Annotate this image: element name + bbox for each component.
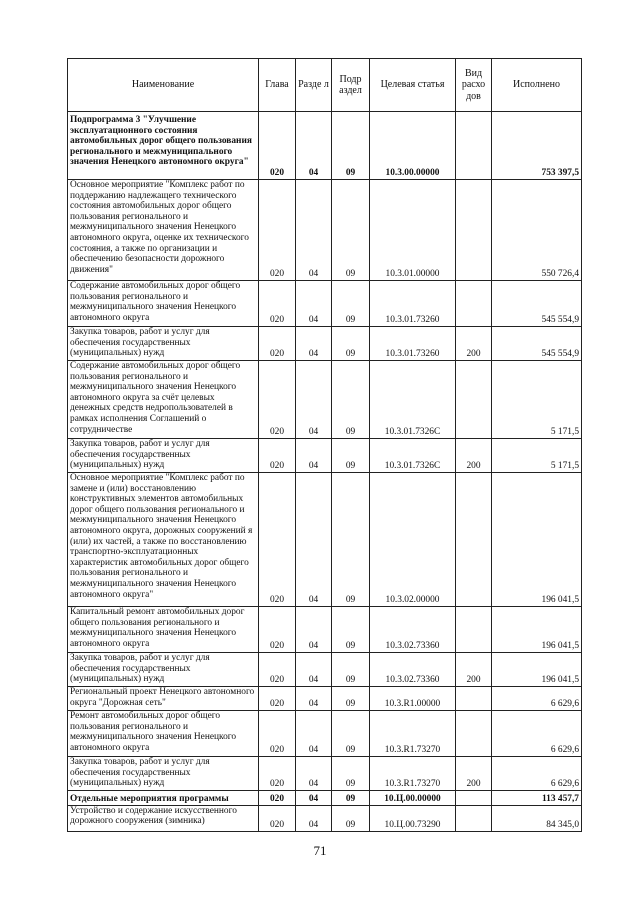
table-cell-razdel: 04 — [296, 439, 332, 473]
table-cell-vid — [456, 711, 492, 757]
table-cell-podrazdel: 09 — [332, 180, 370, 281]
table-cell-celevaya: 10.3.02.73360 — [370, 607, 456, 653]
table-cell-glava: 020 — [259, 805, 296, 831]
table-cell-name: Закупка товаров, работ и услуг для обеспечения государственных (муниципальных) нужд — [68, 757, 259, 791]
table-cell-vid: 200 — [456, 439, 492, 473]
table-cell-amount: 545 554,9 — [492, 281, 582, 327]
table-cell-podrazdel: 09 — [332, 805, 370, 831]
table-cell-celevaya: 10.3.02.73360 — [370, 653, 456, 687]
table-cell-vid — [456, 687, 492, 711]
table-cell-glava: 020 — [259, 757, 296, 791]
table-cell-celevaya: 10.3.01.7326С — [370, 439, 456, 473]
table-cell-vid — [456, 180, 492, 281]
table-cell-amount: 753 397,5 — [492, 112, 582, 180]
table-cell-name: Капитальный ремонт автомобильных дорог общего пользования регионального и межмуниципального значения Ненецкого автономного округа — [68, 607, 259, 653]
table-cell-amount: 5 171,5 — [492, 361, 582, 439]
table-cell-name: Содержание автомобильных дорог общего пользования регионального и межмуниципального значения Ненецкого автономного округа за счёт целевых денежных средств недропользователей в рамках исполнения Соглашений о сотрудничестве — [68, 361, 259, 439]
table-row — [68, 687, 582, 711]
table-cell-celevaya: 10.3.01.7326С — [370, 361, 456, 439]
table-cell-podrazdel: 09 — [332, 607, 370, 653]
table-cell-vid: 200 — [456, 653, 492, 687]
table-cell-podrazdel: 09 — [332, 653, 370, 687]
table-cell-glava: 020 — [259, 439, 296, 473]
table-cell-amount: 196 041,5 — [492, 607, 582, 653]
table-row — [68, 757, 582, 791]
table-header-row — [68, 59, 582, 112]
table-cell-vid — [456, 281, 492, 327]
table-cell-amount: 6 629,6 — [492, 757, 582, 791]
table-cell-razdel: 04 — [296, 757, 332, 791]
table-row — [68, 327, 582, 361]
table-cell-vid — [456, 805, 492, 831]
table-row — [68, 439, 582, 473]
table-cell-podrazdel: 09 — [332, 473, 370, 607]
table-cell-name: Устройство и содержание искусственного дорожного сооружения (зимника) — [68, 805, 259, 831]
table-cell-glava: 020 — [259, 473, 296, 607]
table-cell-celevaya: 10.3.01.73260 — [370, 327, 456, 361]
table-cell-razdel: 04 — [296, 711, 332, 757]
table-row — [68, 791, 582, 806]
table-cell-amount: 545 554,9 — [492, 327, 582, 361]
table-cell-glava: 020 — [259, 607, 296, 653]
table-cell-podrazdel: 09 — [332, 791, 370, 806]
table-cell-podrazdel: 09 — [332, 439, 370, 473]
table-cell-celevaya: 10.3.R1.00000 — [370, 687, 456, 711]
table-cell-amount: 196 041,5 — [492, 473, 582, 607]
header-celevaya: Целевая статья — [370, 59, 456, 112]
table-cell-podrazdel: 09 — [332, 361, 370, 439]
table-cell-razdel: 04 — [296, 112, 332, 180]
table-row — [68, 711, 582, 757]
table-row — [68, 653, 582, 687]
table-cell-glava: 020 — [259, 791, 296, 806]
table-row — [68, 112, 582, 180]
table-cell-name: Подпрограмма 3 "Улучшение эксплуатационного состояния автомобильных дорог общего пользования регионального и межмуниципального значения Ненецкого автономного округа" — [68, 112, 259, 180]
table-cell-razdel: 04 — [296, 180, 332, 281]
table-cell-razdel: 04 — [296, 687, 332, 711]
table-cell-razdel: 04 — [296, 653, 332, 687]
table-cell-celevaya: 10.Ц.00.73290 — [370, 805, 456, 831]
table-cell-celevaya: 10.3.01.00000 — [370, 180, 456, 281]
table-cell-glava: 020 — [259, 112, 296, 180]
table-cell-celevaya: 10.3.01.73260 — [370, 281, 456, 327]
header-name: Наименование — [68, 59, 259, 112]
table-cell-razdel: 04 — [296, 281, 332, 327]
budget-table — [67, 58, 582, 832]
table-cell-podrazdel: 09 — [332, 112, 370, 180]
table-cell-name: Региональный проект Ненецкого автономного округа "Дорожная сеть" — [68, 687, 259, 711]
table-row — [68, 281, 582, 327]
table-cell-name: Отдельные мероприятия программы — [68, 791, 259, 806]
table-cell-amount: 196 041,5 — [492, 653, 582, 687]
table-cell-glava: 020 — [259, 653, 296, 687]
table-cell-glava: 020 — [259, 687, 296, 711]
table-row — [68, 805, 582, 831]
table-cell-vid: 200 — [456, 327, 492, 361]
table-cell-vid — [456, 791, 492, 806]
table-cell-vid: 200 — [456, 757, 492, 791]
table-cell-razdel: 04 — [296, 791, 332, 806]
table-cell-glava: 020 — [259, 327, 296, 361]
table-cell-celevaya: 10.Ц.00.00000 — [370, 791, 456, 806]
table-cell-celevaya: 10.3.R1.73270 — [370, 757, 456, 791]
header-ispolneno: Исполнено — [492, 59, 582, 112]
table-cell-amount: 5 171,5 — [492, 439, 582, 473]
table-cell-vid — [456, 361, 492, 439]
header-vid: Вид расхо дов — [456, 59, 492, 112]
table-cell-podrazdel: 09 — [332, 687, 370, 711]
table-cell-glava: 020 — [259, 281, 296, 327]
table-cell-name: Основное мероприятие "Комплекс работ по поддержанию надлежащего технического состояния автомобильных дорог общего пользования регионального и межмуниципального значения Ненецкого автономного округа, оценке их технического состояния, а также по организации и обеспечению безопасности дорожного движения" — [68, 180, 259, 281]
table-cell-razdel: 04 — [296, 361, 332, 439]
table-cell-celevaya: 10.3.00.00000 — [370, 112, 456, 180]
table-cell-podrazdel: 09 — [332, 711, 370, 757]
table-cell-vid — [456, 112, 492, 180]
header-podrazdel: Подр аздел — [332, 59, 370, 112]
table-cell-podrazdel: 09 — [332, 281, 370, 327]
table-cell-vid — [456, 607, 492, 653]
table-cell-glava: 020 — [259, 361, 296, 439]
table-cell-name: Ремонт автомобильных дорог общего пользования регионального и межмуниципального значения Ненецкого автономного округа — [68, 711, 259, 757]
table-cell-podrazdel: 09 — [332, 757, 370, 791]
table-cell-razdel: 04 — [296, 607, 332, 653]
table-cell-glava: 020 — [259, 711, 296, 757]
table-cell-razdel: 04 — [296, 805, 332, 831]
table-cell-amount: 6 629,6 — [492, 711, 582, 757]
table-cell-celevaya: 10.3.02.00000 — [370, 473, 456, 607]
table-cell-glava: 020 — [259, 180, 296, 281]
table-cell-razdel: 04 — [296, 327, 332, 361]
header-glava: Глава — [259, 59, 296, 112]
header-razdel: Разде л — [296, 59, 332, 112]
table-cell-amount: 6 629,6 — [492, 687, 582, 711]
table-row — [68, 473, 582, 607]
table-cell-amount: 550 726,4 — [492, 180, 582, 281]
table-cell-name: Закупка товаров, работ и услуг для обеспечения государственных (муниципальных) нужд — [68, 439, 259, 473]
table-cell-amount: 84 345,0 — [492, 805, 582, 831]
table-cell-name: Основное мероприятие "Комплекс работ по замене и (или) восстановлению конструктивных элементов автомобильных дорог общего пользования регионального и межмуниципального значения Ненецкого автономного округа, дорожных сооружений я (или) их частей, а также по восстановлению транспортно-эксплуатационных характеристик автомобильных дорог общего пользования регионального и межмуниципального значения Ненецкого автономного округа" — [68, 473, 259, 607]
table-row — [68, 607, 582, 653]
table-row — [68, 361, 582, 439]
table-cell-name: Закупка товаров, работ и услуг для обеспечения государственных (муниципальных) нужд — [68, 327, 259, 361]
table-cell-razdel: 04 — [296, 473, 332, 607]
table-cell-name: Закупка товаров, работ и услуг для обеспечения государственных (муниципальных) нужд — [68, 653, 259, 687]
table-cell-podrazdel: 09 — [332, 327, 370, 361]
table-cell-celevaya: 10.3.R1.73270 — [370, 711, 456, 757]
table-cell-name: Содержание автомобильных дорог общего пользования регионального и межмуниципального значения Ненецкого автономного округа — [68, 281, 259, 327]
table-cell-amount: 113 457,7 — [492, 791, 582, 806]
table-cell-vid — [456, 473, 492, 607]
table-row — [68, 180, 582, 281]
page-number: 71 — [313, 843, 327, 858]
